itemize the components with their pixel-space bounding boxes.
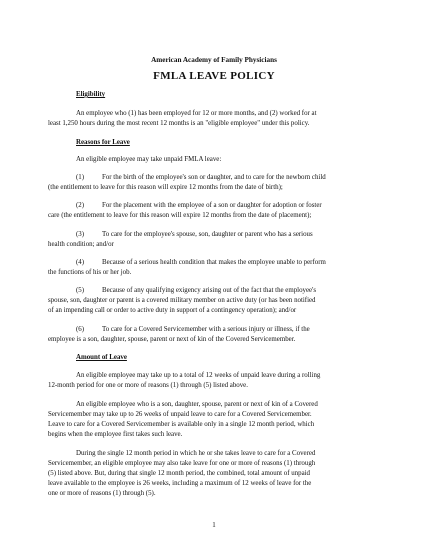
reason-number: (6) xyxy=(76,326,85,333)
organization-name: American Academy of Family Physicians xyxy=(151,56,277,64)
reason-text: To care for the employee's spouse, son, daughter or parent who has a serious xyxy=(102,231,313,238)
reason-number: (1) xyxy=(76,174,85,181)
reason-item-1-cont: (the entitlement to leave for this reason will expire 12 months from the date of birth); xyxy=(48,184,283,191)
reason-number: (2) xyxy=(76,202,85,209)
reason-text: Because of a serious health condition that makes the employee unable to perform xyxy=(102,259,326,266)
reason-item-5-cont-1: spouse, son, daughter or parent is a covered military member on active duty (or has been notified xyxy=(48,297,316,304)
amount-p2-line-4: begins when the employee first takes such leave. xyxy=(48,431,183,438)
amount-p2-line-3: Leave to care for a Covered Servicemember is available only in a single 12 month period, which xyxy=(48,421,315,428)
amount-p2-line-1: An eligible employee who is a son, daughter, spouse, parent or next of kin of a Covered xyxy=(76,401,318,408)
reason-item-2-cont: care (the entitlement to leave for this reason will expire 12 months from the date of placement); xyxy=(48,212,312,219)
amount-p2-line-2: Servicemember may take up to 26 weeks of unpaid leave to care for a Covered Servicemember. xyxy=(48,411,312,418)
reason-item-3 xyxy=(76,230,380,240)
page-number: 1 xyxy=(212,522,216,529)
reason-text: For the birth of the employee's son or daughter, and to care for the newborn child xyxy=(102,174,326,181)
reason-item-3-cont: health condition; and/or xyxy=(48,241,114,248)
amount-p3-line-4: leave available to the employee is 26 weeks, including a maximum of 12 weeks of leave for the xyxy=(48,480,312,487)
amount-p3-line-5: one or more of reasons (1) through (5). xyxy=(48,490,156,497)
amount-p3-line-2: Servicemember, an eligible employee may also take leave for one or more of reasons (1) through xyxy=(48,460,316,467)
document-title: FMLA LEAVE POLICY xyxy=(153,70,275,82)
reason-number: (5) xyxy=(76,287,85,294)
amount-p3-line-3: (5) listed above. But, during that single 12 month period, the combined, total amount of unpaid xyxy=(48,470,310,477)
reason-item-5-cont-2: of an impending call or order to active duty in support of a contingency operation); and/or xyxy=(48,307,297,314)
reason-item-6 xyxy=(76,325,380,335)
reason-item-4-cont: the functions of his or her job. xyxy=(48,269,132,276)
reason-number: (4) xyxy=(76,259,85,266)
amount-p1-line-1: An eligible employee may take up to a total of 12 weeks of unpaid leave during a rolling xyxy=(76,372,321,379)
reason-item-6-cont: employee is a son, daughter, spouse, parent or next of kin of the Covered Servicemember. xyxy=(48,336,296,343)
amount-p3-line-1: During the single 12 month period in which he or she takes leave to care for a Covered xyxy=(76,450,316,457)
reason-text: To care for a Covered Servicemember with a serious injury or illness, if the xyxy=(102,326,310,333)
reason-item-5 xyxy=(76,286,380,296)
reason-item-1 xyxy=(76,173,380,183)
eligibility-line-1: An employee who (1) has been employed for 12 or more months, and (2) worked for at xyxy=(76,110,317,117)
reason-text: For the placement with the employee of a son or daughter for adoption or foster xyxy=(102,202,322,209)
reason-text: Because of any qualifying exigency arising out of the fact that the employee's xyxy=(102,287,317,294)
amount-p1-line-2: 12-month period for one or more of reasons (1) through (5) listed above. xyxy=(48,382,248,389)
section-heading-amount: Amount of Leave xyxy=(76,354,127,361)
reasons-intro: An eligible employee may take unpaid FMLA leave: xyxy=(76,156,222,163)
reason-item-4 xyxy=(76,258,380,268)
reason-number: (3) xyxy=(76,231,85,238)
section-heading-reasons: Reasons for Leave xyxy=(76,139,130,146)
reason-item-2 xyxy=(76,201,380,211)
eligibility-line-2: least 1,250 hours during the most recent 12 months is an "eligible employee" under this policy. xyxy=(48,120,310,127)
section-heading-eligibility: Eligibility xyxy=(76,91,106,98)
